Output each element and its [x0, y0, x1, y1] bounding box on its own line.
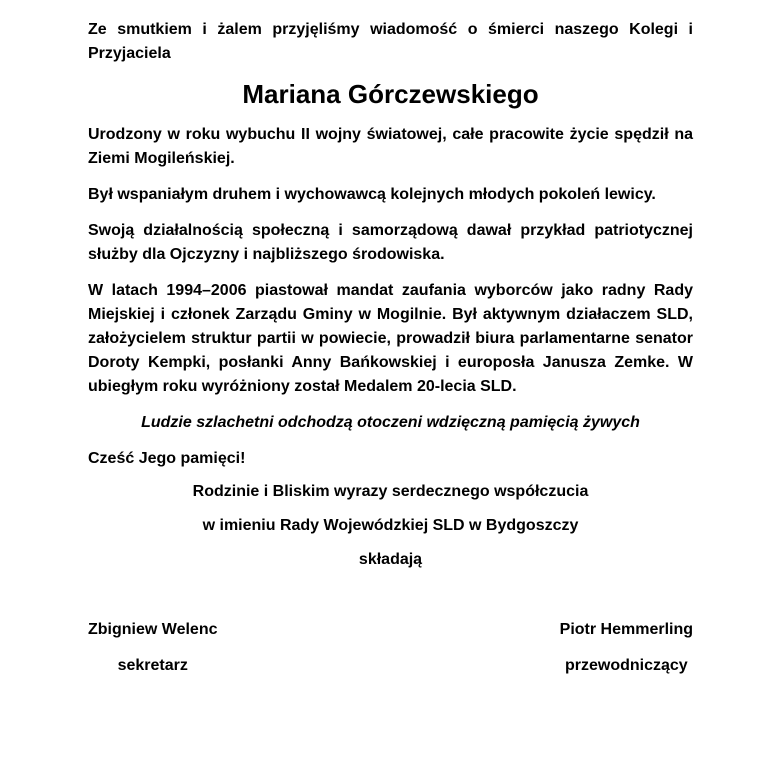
signature-chairman — [560, 618, 693, 678]
epitaph-quote: Ludzie szlachetni odchodzą otoczeni wdzięczną pamięcią żywych — [141, 414, 640, 431]
biography-paragraph-3: Swoją działalnością społeczną i samorządową dawał przykład patriotycznej służby dla Ojczyzny i najbliższego środowiska. — [88, 222, 693, 263]
condolence-section — [88, 480, 693, 572]
condolence-line-1: Rodzinie i Bliskim wyrazy serdecznego współczucia — [192, 483, 589, 500]
chairman-role: przewodniczący — [564, 657, 688, 674]
biography-paragraph-1: Urodzony w roku wybuchu II wojny światowej, całe pracowite życie spędził na Ziemi Mogileńskiej. — [88, 126, 693, 167]
tribute-line: Cześć Jego pamięci! — [88, 450, 246, 467]
secretary-role: sekretarz — [117, 657, 188, 674]
signatures-row — [88, 618, 693, 678]
intro-text: Ze smutkiem i żalem przyjęliśmy wiadomość o śmierci naszego Kolegi i Przyjaciela — [88, 21, 693, 62]
biography-paragraph-2: Był wspaniałym druhem i wychowawcą kolejnych młodych pokoleń lewicy. — [88, 186, 656, 203]
condolence-line-2: w imieniu Rady Wojewódzkiej SLD w Bydgoszczy — [202, 517, 579, 534]
chairman-name: Piotr Hemmerling — [559, 621, 693, 638]
deceased-name-title: Mariana Górczewskiego — [242, 79, 539, 109]
condolence-line-3: składają — [358, 551, 423, 568]
signature-secretary — [88, 618, 218, 678]
biography-paragraph-4: W latach 1994–2006 piastował mandat zaufania wyborców jako radny Rady Miejskiej i członek Zarządu Gminy w Mogilnie. Był aktywnym działaczem SLD, założycielem struktur partii w powiecie, prowadził biura parlamentarne senator Doroty Kempki, posłanki Anny Bańkowskiej i europosła Janusza Zemke. W ubiegłym roku wyróżniony został Medalem 20-lecia SLD. — [88, 282, 693, 395]
secretary-name: Zbigniew Welenc — [88, 621, 218, 638]
